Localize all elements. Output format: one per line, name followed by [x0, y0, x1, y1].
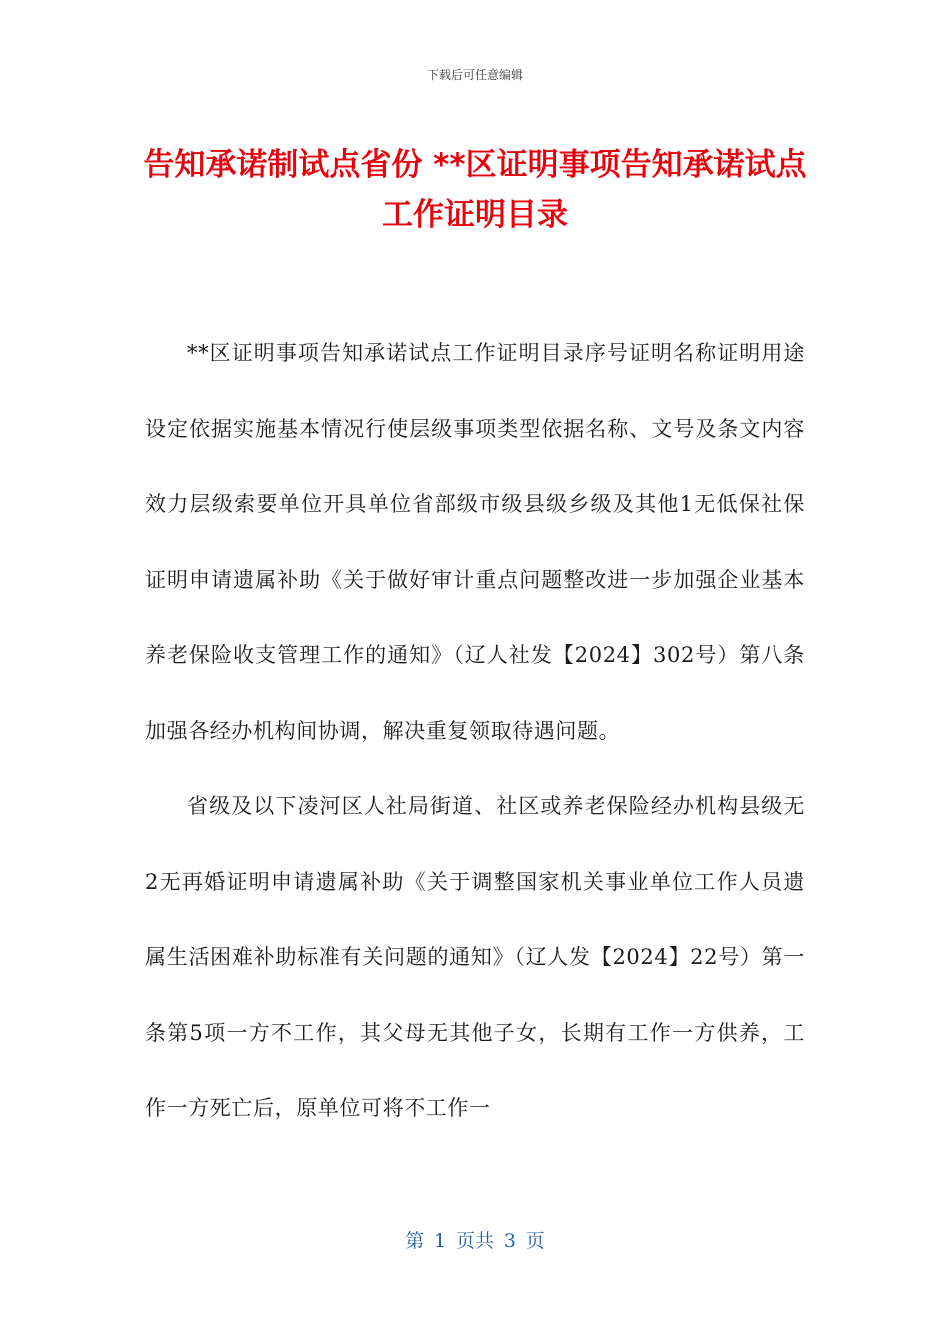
body-paragraph: **区证明事项告知承诺试点工作证明目录序号证明名称证明用途设定依据实施基本情况行使层级事项类型依据名称、文号及条文内容效力层级索要单位开具单位省部级市级县级乡级及其他1无低保社保证明申请遗属补助《关于做好审计重点问题整改进一步加强企业基本养老保险收支管理工作的通知》（辽人社发【2024】302号）第八条加强各经办机构间协调，解决重复领取待遇问题。 [145, 341, 805, 743]
header-note: 下载后可任意编辑 [426, 68, 523, 82]
document-title: 告知承诺制试点省份 **区证明事项告知承诺试点工作证明目录 [143, 147, 807, 233]
document-body [145, 316, 805, 1147]
page-number-footer: 第 1 页共 3 页 [405, 1230, 545, 1252]
body-paragraph: 省级及以下凌河区人社局街道、社区或养老保险经办机构县级无2无再婚证明申请遗属补助《关于调整国家机关事业单位工作人员遗属生活困难补助标准有关问题的通知》（辽人发【2024】22号）第一条第5项一方不工作，其父母无其他子女，长期有工作一方供养，工作一方死亡后，原单位可将不工作一 [145, 794, 805, 1120]
